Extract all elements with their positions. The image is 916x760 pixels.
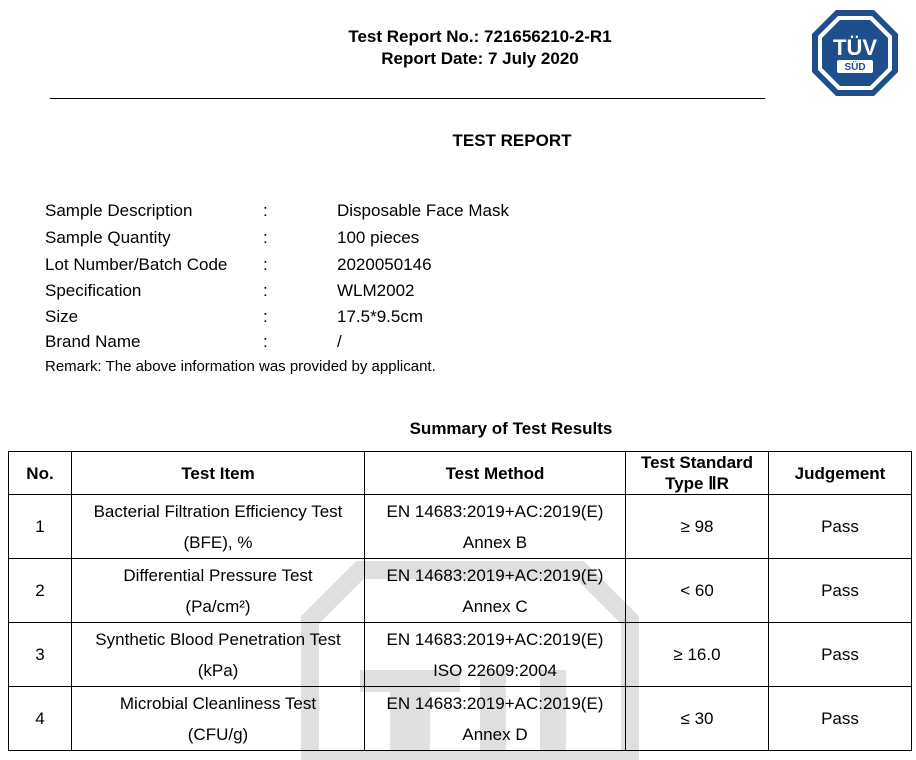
cell-test-method: [365, 623, 626, 687]
cell-standard: < 60: [626, 559, 769, 623]
cell-no: 3: [9, 623, 72, 687]
cell-judgement: Pass: [769, 559, 912, 623]
logo-main-text: TÜV: [833, 35, 877, 60]
cell-method-line2: ISO 22609:2004: [433, 660, 557, 680]
info-separator: :: [263, 307, 268, 326]
cell-judgement: Pass: [769, 495, 912, 559]
cell-item-line1: Differential Pressure Test: [123, 565, 313, 585]
header-divider: [50, 98, 765, 99]
cell-test-method: [365, 495, 626, 559]
table-header-row: [9, 452, 912, 495]
info-value: 2020050146: [337, 255, 432, 274]
info-separator: :: [263, 332, 268, 351]
cell-method-line2: Annex D: [462, 724, 528, 744]
header-no: No.: [9, 452, 72, 495]
header-test-item: Test Item: [72, 452, 365, 495]
table-row: [9, 687, 912, 751]
cell-no: 4: [9, 687, 72, 751]
report-date: Report Date: 7 July 2020: [381, 49, 579, 68]
cell-item-line2: (kPa): [197, 660, 239, 680]
info-value: 100 pieces: [337, 228, 420, 247]
info-separator: :: [263, 201, 268, 220]
cell-judgement: Pass: [769, 623, 912, 687]
cell-item-line2: (Pa/cm²): [185, 596, 251, 616]
cell-test-method: [365, 559, 626, 623]
cell-method-line2: Annex C: [462, 596, 528, 616]
info-label: Sample Quantity: [45, 228, 171, 247]
info-value: WLM2002: [337, 281, 415, 300]
table-row: [9, 495, 912, 559]
cell-method-line1: EN 14683:2019+AC:2019(E): [386, 565, 604, 585]
cell-standard: ≥ 98: [626, 495, 769, 559]
info-separator: :: [263, 281, 268, 300]
logo-sub-text: SÜD: [844, 62, 866, 73]
cell-test-method: [365, 687, 626, 751]
cell-test-item: [72, 495, 365, 559]
cell-judgement: Pass: [769, 687, 912, 751]
cell-item-line2: (CFU/g): [187, 724, 249, 744]
header-test-standard: [626, 452, 769, 495]
cell-item-line1: Microbial Cleanliness Test: [119, 693, 317, 713]
info-value: 17.5*9.5cm: [337, 307, 423, 326]
cell-method-line1: EN 14683:2019+AC:2019(E): [386, 629, 604, 649]
info-separator: :: [263, 228, 268, 247]
header-judgement: Judgement: [769, 452, 912, 495]
header-standard-line2: Type ⅡR: [665, 474, 729, 493]
header-standard-line1: Test Standard: [640, 453, 754, 472]
cell-test-item: [72, 687, 365, 751]
info-label: Size: [45, 307, 79, 326]
cell-item-line1: Bacterial Filtration Efficiency Test: [93, 501, 343, 521]
cell-method-line1: EN 14683:2019+AC:2019(E): [386, 501, 604, 521]
info-label: Brand Name: [45, 332, 141, 351]
cell-item-line2: (BFE), %: [183, 532, 253, 552]
tuv-sud-logo-icon: [810, 8, 900, 98]
cell-standard: ≥ 16.0: [626, 623, 769, 687]
table-row: [9, 559, 912, 623]
remark-text: Remark: The above information was provided by applicant.: [45, 358, 436, 375]
report-number: Test Report No.: 721656210-2-R1: [348, 27, 612, 46]
info-separator: :: [263, 255, 268, 274]
cell-standard: ≤ 30: [626, 687, 769, 751]
cell-test-item: [72, 559, 365, 623]
info-label: Lot Number/Batch Code: [45, 255, 228, 274]
cell-no: 2: [9, 559, 72, 623]
info-label: Sample Description: [45, 201, 193, 220]
cell-item-line1: Synthetic Blood Penetration Test: [95, 629, 341, 649]
info-value: /: [337, 332, 342, 351]
cell-method-line2: Annex B: [462, 532, 528, 552]
summary-title: Summary of Test Results: [409, 419, 613, 438]
table-row: [9, 623, 912, 687]
cell-test-item: [72, 623, 365, 687]
cell-method-line1: EN 14683:2019+AC:2019(E): [386, 693, 604, 713]
header-test-method: Test Method: [365, 452, 626, 495]
results-table: [8, 451, 912, 751]
cell-no: 1: [9, 495, 72, 559]
info-label: Specification: [45, 281, 142, 300]
page-title: TEST REPORT: [452, 131, 572, 150]
info-value: Disposable Face Mask: [337, 201, 509, 220]
